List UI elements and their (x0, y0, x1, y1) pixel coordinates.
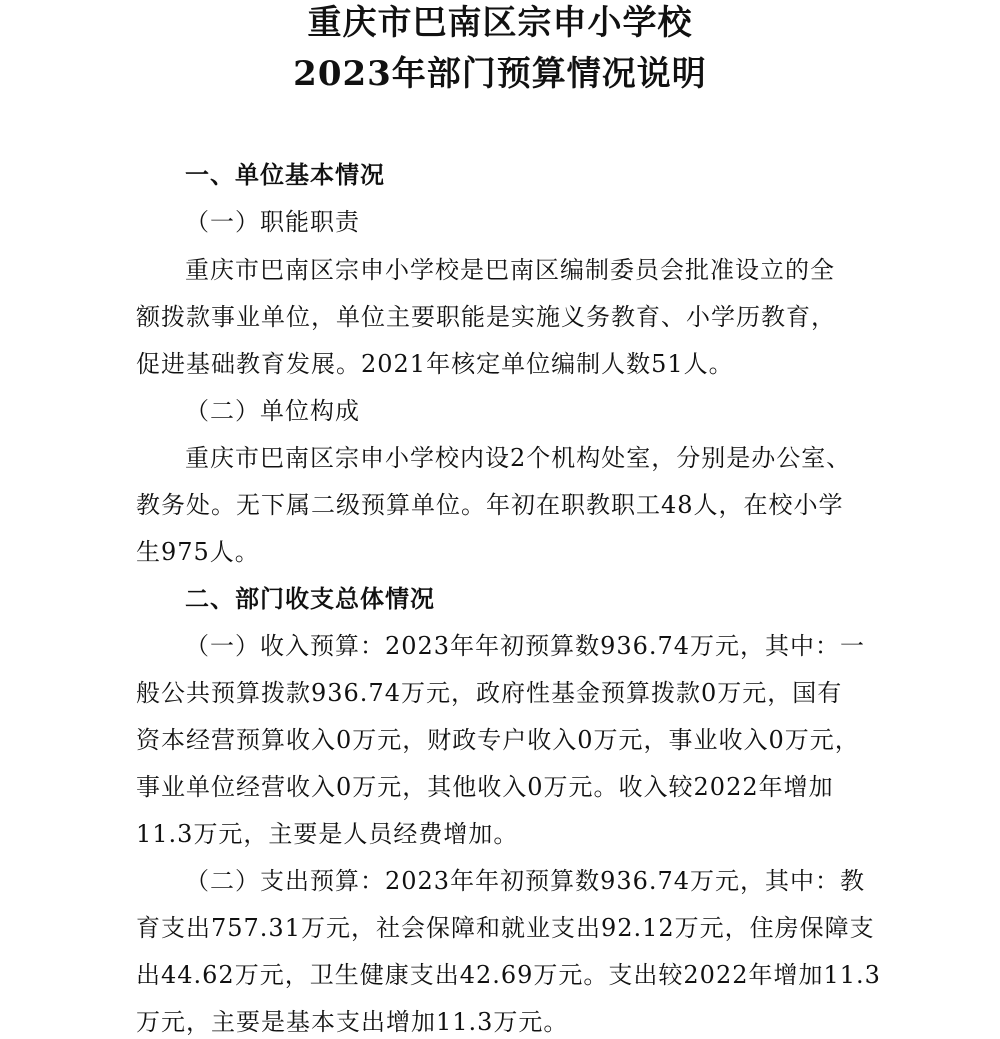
paragraph-line: 育支出757.31万元，社会保障和就业支出92.12万元，住房保障支 (136, 914, 875, 942)
paragraph-line: 促进基础教育发展。2021年核定单位编制人数51人。 (136, 350, 734, 378)
paragraph-line: 生975人。 (136, 538, 260, 566)
paragraph-line: 11.3万元，主要是人员经费增加。 (136, 820, 519, 848)
section1-sub2-heading: （二）单位构成 (185, 397, 360, 425)
paragraph-line: 重庆市巴南区宗申小学校内设2个机构处室，分别是办公室、 (185, 444, 852, 472)
section1-sub1-heading: （一）职能职责 (185, 208, 360, 236)
document-title-line1: 重庆市巴南区宗申小学校 (307, 3, 693, 43)
paragraph-line: （二）支出预算：2023年年初预算数936.74万元，其中：教 (185, 867, 866, 895)
section1-heading: 一、单位基本情况 (185, 160, 385, 189)
section2-heading: 二、部门收支总体情况 (185, 584, 435, 613)
paragraph-line: 教务处。无下属二级预算单位。年初在职教职工48人，在校小学 (136, 491, 844, 519)
paragraph-line: 般公共预算拨款936.74万元，政府性基金预算拨款0万元，国有 (136, 679, 843, 707)
paragraph-line: 出44.62万元，卫生健康支出42.69万元。支出较2022年增加11.3 (136, 961, 881, 989)
paragraph-line: （一）收入预算：2023年年初预算数936.74万元，其中：一 (185, 632, 866, 660)
paragraph-line: 重庆市巴南区宗申小学校是巴南区编制委员会批准设立的全 (185, 256, 835, 284)
document-title-line2: 2023年部门预算情况说明 (293, 54, 707, 94)
paragraph-line: 资本经营预算收入0万元，财政专户收入0万元，事业收入0万元， (136, 726, 860, 754)
paragraph-line: 事业单位经营收入0万元，其他收入0万元。收入较2022年增加 (136, 773, 834, 801)
paragraph-line: 万元，主要是基本支出增加11.3万元。 (136, 1008, 569, 1036)
paragraph-line: 额拨款事业单位，单位主要职能是实施义务教育、小学历教育， (136, 303, 836, 331)
